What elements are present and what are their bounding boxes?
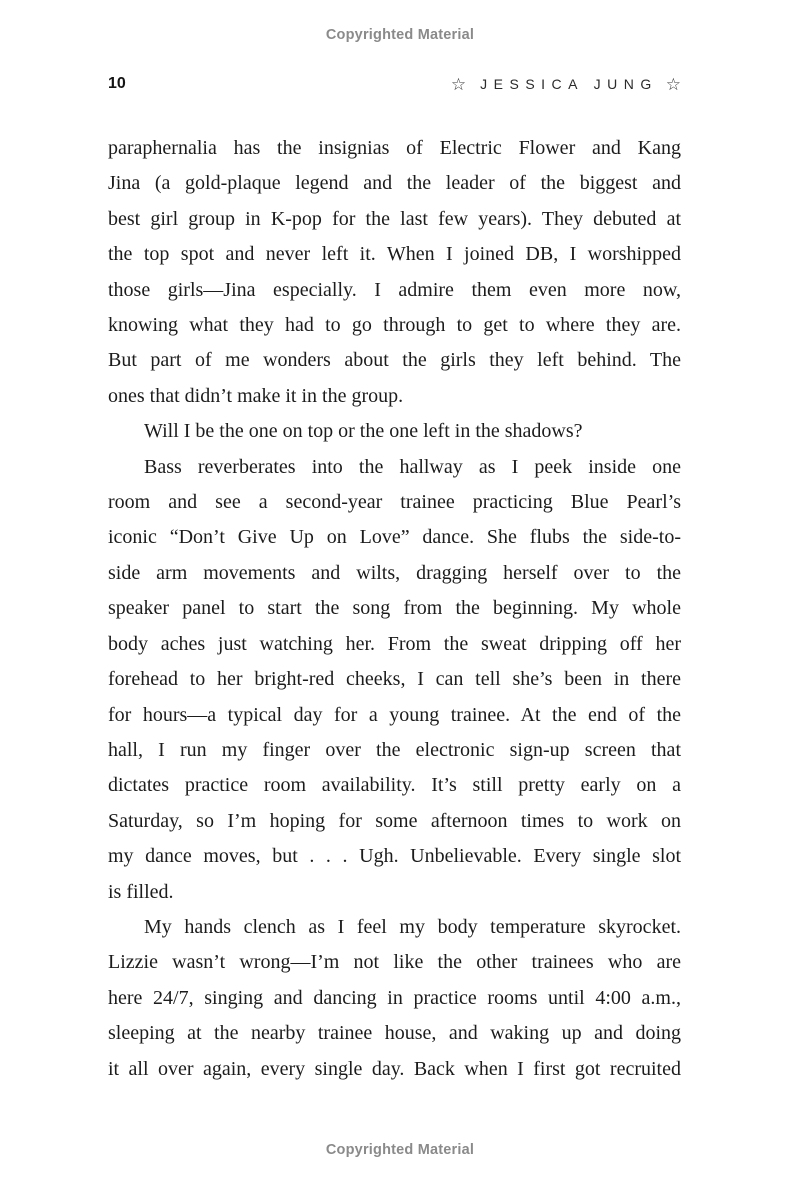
text-line: room and see a second-year trainee practicing Blue Pearl’s bbox=[108, 491, 681, 514]
text-line: forehead to her bright-red cheeks, I can tell she’s been in there bbox=[108, 668, 681, 691]
text-line: sleeping at the nearby trainee house, and waking up and doing bbox=[108, 1022, 681, 1045]
star-icon-right: ☆ bbox=[665, 74, 681, 94]
text-line: Jina (a gold-plaque legend and the leader of the biggest and bbox=[108, 172, 681, 195]
text-line: it all over again, every single day. Back when I first got recruited bbox=[108, 1057, 681, 1080]
text-line: knowing what they had to go through to get to where they are. bbox=[108, 314, 681, 337]
text-line: for hours—a typical day for a young trainee. At the end of the bbox=[108, 703, 681, 726]
text-line: is filled. bbox=[108, 880, 174, 903]
text-line: here 24/7, singing and dancing in practice rooms until 4:00 a.m., bbox=[108, 986, 681, 1009]
text-line: Will I be the one on top or the one left in the shadows? bbox=[144, 420, 583, 443]
text-line: those girls—Jina especially. I admire them even more now, bbox=[108, 278, 681, 301]
star-icon-left: ☆ bbox=[450, 74, 467, 94]
text-line: dictates practice room availability. It’s still pretty early on a bbox=[108, 774, 681, 797]
text-line: body aches just watching her. From the sweat dripping off her bbox=[108, 632, 681, 655]
text-line: paraphernalia has the insignias of Electric Flower and Kang bbox=[108, 137, 681, 159]
copyright-watermark-bottom: Copyrighted Material bbox=[325, 1142, 475, 1158]
text-line: Saturday, so I’m hoping for some afternoon times to work on bbox=[108, 809, 681, 832]
text-line: But part of me wonders about the girls they left behind. The bbox=[108, 349, 681, 372]
text-line: my dance moves, but . . . Ugh. Unbelievable. Every single slot bbox=[108, 845, 681, 868]
text-line: best girl group in K-pop for the last few years). They debuted at bbox=[108, 207, 681, 230]
text-line: hall, I run my finger over the electronic sign-up screen that bbox=[108, 738, 681, 761]
text-line: Bass reverberates into the hallway as I peek inside one bbox=[144, 455, 681, 478]
text-line: My hands clench as I feel my body temperature skyrocket. bbox=[144, 915, 681, 938]
running-header bbox=[451, 76, 681, 93]
page-body bbox=[108, 131, 681, 1087]
page-number: 10 bbox=[108, 75, 126, 92]
text-line: ones that didn’t make it in the group. bbox=[108, 384, 404, 407]
text-line: the top spot and never left it. When I joined DB, I worshipped bbox=[108, 243, 681, 266]
author-name: JESSICA JUNG bbox=[480, 76, 658, 92]
text-line: Lizzie wasn’t wrong—I’m not like the other trainees who are bbox=[108, 951, 681, 974]
copyright-watermark-top: Copyrighted Material bbox=[325, 27, 475, 43]
text-line: side arm movements and wilts, dragging herself over to the bbox=[108, 561, 681, 584]
running-header-row bbox=[108, 75, 681, 93]
text-line: speaker panel to start the song from the beginning. My whole bbox=[108, 597, 681, 620]
text-line: iconic “Don’t Give Up on Love” dance. She flubs the side-to- bbox=[108, 526, 681, 549]
